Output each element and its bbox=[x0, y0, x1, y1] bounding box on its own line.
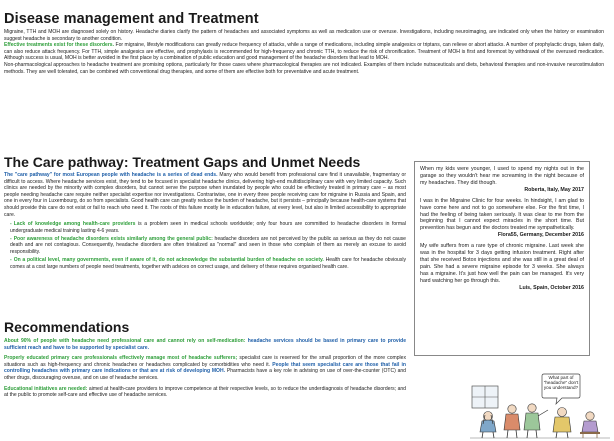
care-gap-lead: Poor awareness of headache disorders exists similarly among the general public: bbox=[13, 235, 213, 242]
care-gap-lead: On a political level, many governments, even if aware of it, do not acknowledge the substantial burden of headache on society. bbox=[13, 257, 324, 264]
care-gap-lead: Lack of knowledge among health-care providers bbox=[13, 221, 136, 228]
headache-cartoon bbox=[470, 372, 610, 441]
treatments-paragraph bbox=[4, 42, 604, 62]
disease-management-heading: Disease management and Treatment bbox=[4, 11, 259, 27]
care-gap-text: headache disorders are not perceived by the public as serious as they do not cause death and are not contagious. Consequently, headache disorders are often trivialized as "normal" and seen in those who complain of them as merely an excuse to avoid responsibility. bbox=[10, 235, 406, 256]
recommendation-text: Pharmacists have a key role in advising on use of over-the-counter (OTC) and other drugs, discouraging overuse, and on use of headache services. bbox=[4, 368, 406, 381]
disease-management-section bbox=[4, 29, 604, 75]
recommendation-text: aimed at health-care providers to improve competence at their respective levels, so to reduce the underdiagnosis of headache disorders; and at the public to promote self-care and effective use of headache services. bbox=[4, 385, 406, 399]
patient-quote: My wife suffers from a rare type of chronic migraine. Last week she was in the hospital for 3 days getting infusion treatment. Right after that she received Botox injections and she was still in a great deal of pain. She had a severe migraine episode for 3 weeks. She always has a migraine. It's just how well the pain can be managed. It's very hard watching her go through this. bbox=[420, 243, 584, 284]
care-gap-item bbox=[10, 236, 406, 256]
recommendations-heading: Recommendations bbox=[4, 319, 130, 335]
care-pathway-section bbox=[4, 172, 406, 272]
care-gaps-list bbox=[4, 221, 406, 270]
speech-bubble-text: What part of "headache" don't you understand? bbox=[543, 375, 579, 391]
quote-signature: Roberta, Italy, May 2017 bbox=[524, 186, 584, 193]
recommendations-section bbox=[4, 338, 406, 403]
care-gap-item bbox=[10, 221, 406, 234]
recommendation-lead: Educational initiatives are needed: bbox=[4, 385, 88, 392]
care-gap-text: is a problem seen in medical schools worldwide; only four hours are committed to headache disorders in formal undergraduate medical training lasting 4-6 years. bbox=[10, 221, 406, 234]
recommendation-lead: Properly educated primary care professionals effectively manage most of headache sufferers; bbox=[4, 355, 238, 362]
speech-bubble bbox=[543, 375, 579, 398]
patient-quote: I was in the Migraine Clinic for four weeks. In hindsight, I am glad to have come here and not to go somewhere else. For the first time, I had the feeling of being taken seriously. It was clear to me from the beginning that I cannot expect miracles in the short time. But prevention has begun and the doctors treated me sympathetically. bbox=[420, 197, 584, 232]
patient-quote: When my kids were younger, I used to spend my nights out in the garage so they wouldn't hear me screaming in the night because of my headaches. They did though. bbox=[420, 166, 584, 186]
treatments-text: For migraine, lifestyle modifications can greatly reduce frequency of attacks, while a range of medications, including simple analgesics or triptans, can relieve or abort attacks. A number of prophylactic drugs, taken daily, can also reduce attack frequency. For TTH, simple analgesics are effective, and prophylaxis is recommended for high-frequency and chronic TTH, to reduce the risk of chronification. Treatment of MOH is first and foremost by withdrawal of the overused medication. Although success is usual, MOH is better avoided in the first place by a combination of public education and good management of the headache disorders that lead to MOH. bbox=[4, 42, 605, 62]
recommendation-lead: About 90% of people with headache need professional care and cannot rely on self-medication: bbox=[4, 338, 246, 344]
care-gap-text: Health care for headache obviously comes at a cost large numbers of people need treatments, together with advices on correct usage, and delivery of these requires organised health care. bbox=[10, 257, 406, 270]
care-pathway-lead: The "care pathway" for most European people with headache is a series of dead ends. bbox=[4, 172, 218, 178]
recommendation-emphasis: People that seem specialist care are those that fail in controlling headaches with primary care indications or that are at risk of developing MOH. bbox=[4, 361, 406, 375]
care-pathway-heading: The Care pathway: Treatment Gaps and Unmet Needs bbox=[4, 154, 361, 170]
recommendation-text: specialist care is reserved for the small proportion of the more complex situations such as high-frequency and chronic headaches or headaches complicated by comorbidities who need it. bbox=[4, 355, 406, 368]
care-pathway-paragraph bbox=[4, 172, 406, 218]
recommendation-item bbox=[4, 386, 406, 399]
quote-signature: Luis, Spain, October 2016 bbox=[519, 284, 584, 291]
care-pathway-text: Many who would benefit from professional care find it unavailable, fragmentary or difficult to access. Where headache services exist, they tend to be focused in specialist headache clinics, delivering high-end multidisciplinary care with very limited capacity. Such clinics are needed by the minority with complex disorders, but cannot serve the purpose when inundated by people who could be effectively treated in primary care – as most people needing headache care require neither specialist expertise nor investigations. Contrariwise, one in every three people receiving care for migraine in Russia and Spain, and one in every four in Luxembourg, do so from specialists. Good health care can greatly reduce the burden of headache, but it persists – principally because health-care systems that should provide this care do not exist or fail to reach who need it. The roots of this failure mostly lie in education failure, at every level, but also in limited accessibility to appropriate care. bbox=[4, 172, 407, 218]
care-gap-item bbox=[10, 257, 406, 270]
recommendation-item bbox=[4, 355, 406, 381]
recommendation-emphasis: headache services should be based in primary care to provide sufficient reach and have to be supported by specialist care. bbox=[4, 338, 406, 351]
treatments-lead: Effective treatments exist for these disorders. bbox=[4, 42, 115, 49]
non-pharmacological-paragraph: Non-pharmacological approaches to headache treatment are promising options, particularly for those cases where pharmacological therapies are not indicated. Examples of them include nutraceuticals and diets, behavioral therapies and non-invasive neurostimulation methods. They are well tolerated, can be combined with conventional drug therapies, and some of them are effective both for preventative and acute treatment. bbox=[4, 61, 604, 75]
recommendation-item bbox=[4, 338, 406, 351]
patient-quotes-box bbox=[414, 161, 590, 356]
quote-signature: Flora55, Germany, December 2016 bbox=[497, 232, 584, 239]
diagnosis-paragraph: Migraine, TTH and MOH are diagnosed solely on history. Headache diaries clarify the pattern of headaches and associated symptoms as well as medication use or overuse. Investigations, including neuroimaging, are indicated only when the history or examination suggest headache is secondary to another condition. bbox=[4, 29, 604, 42]
